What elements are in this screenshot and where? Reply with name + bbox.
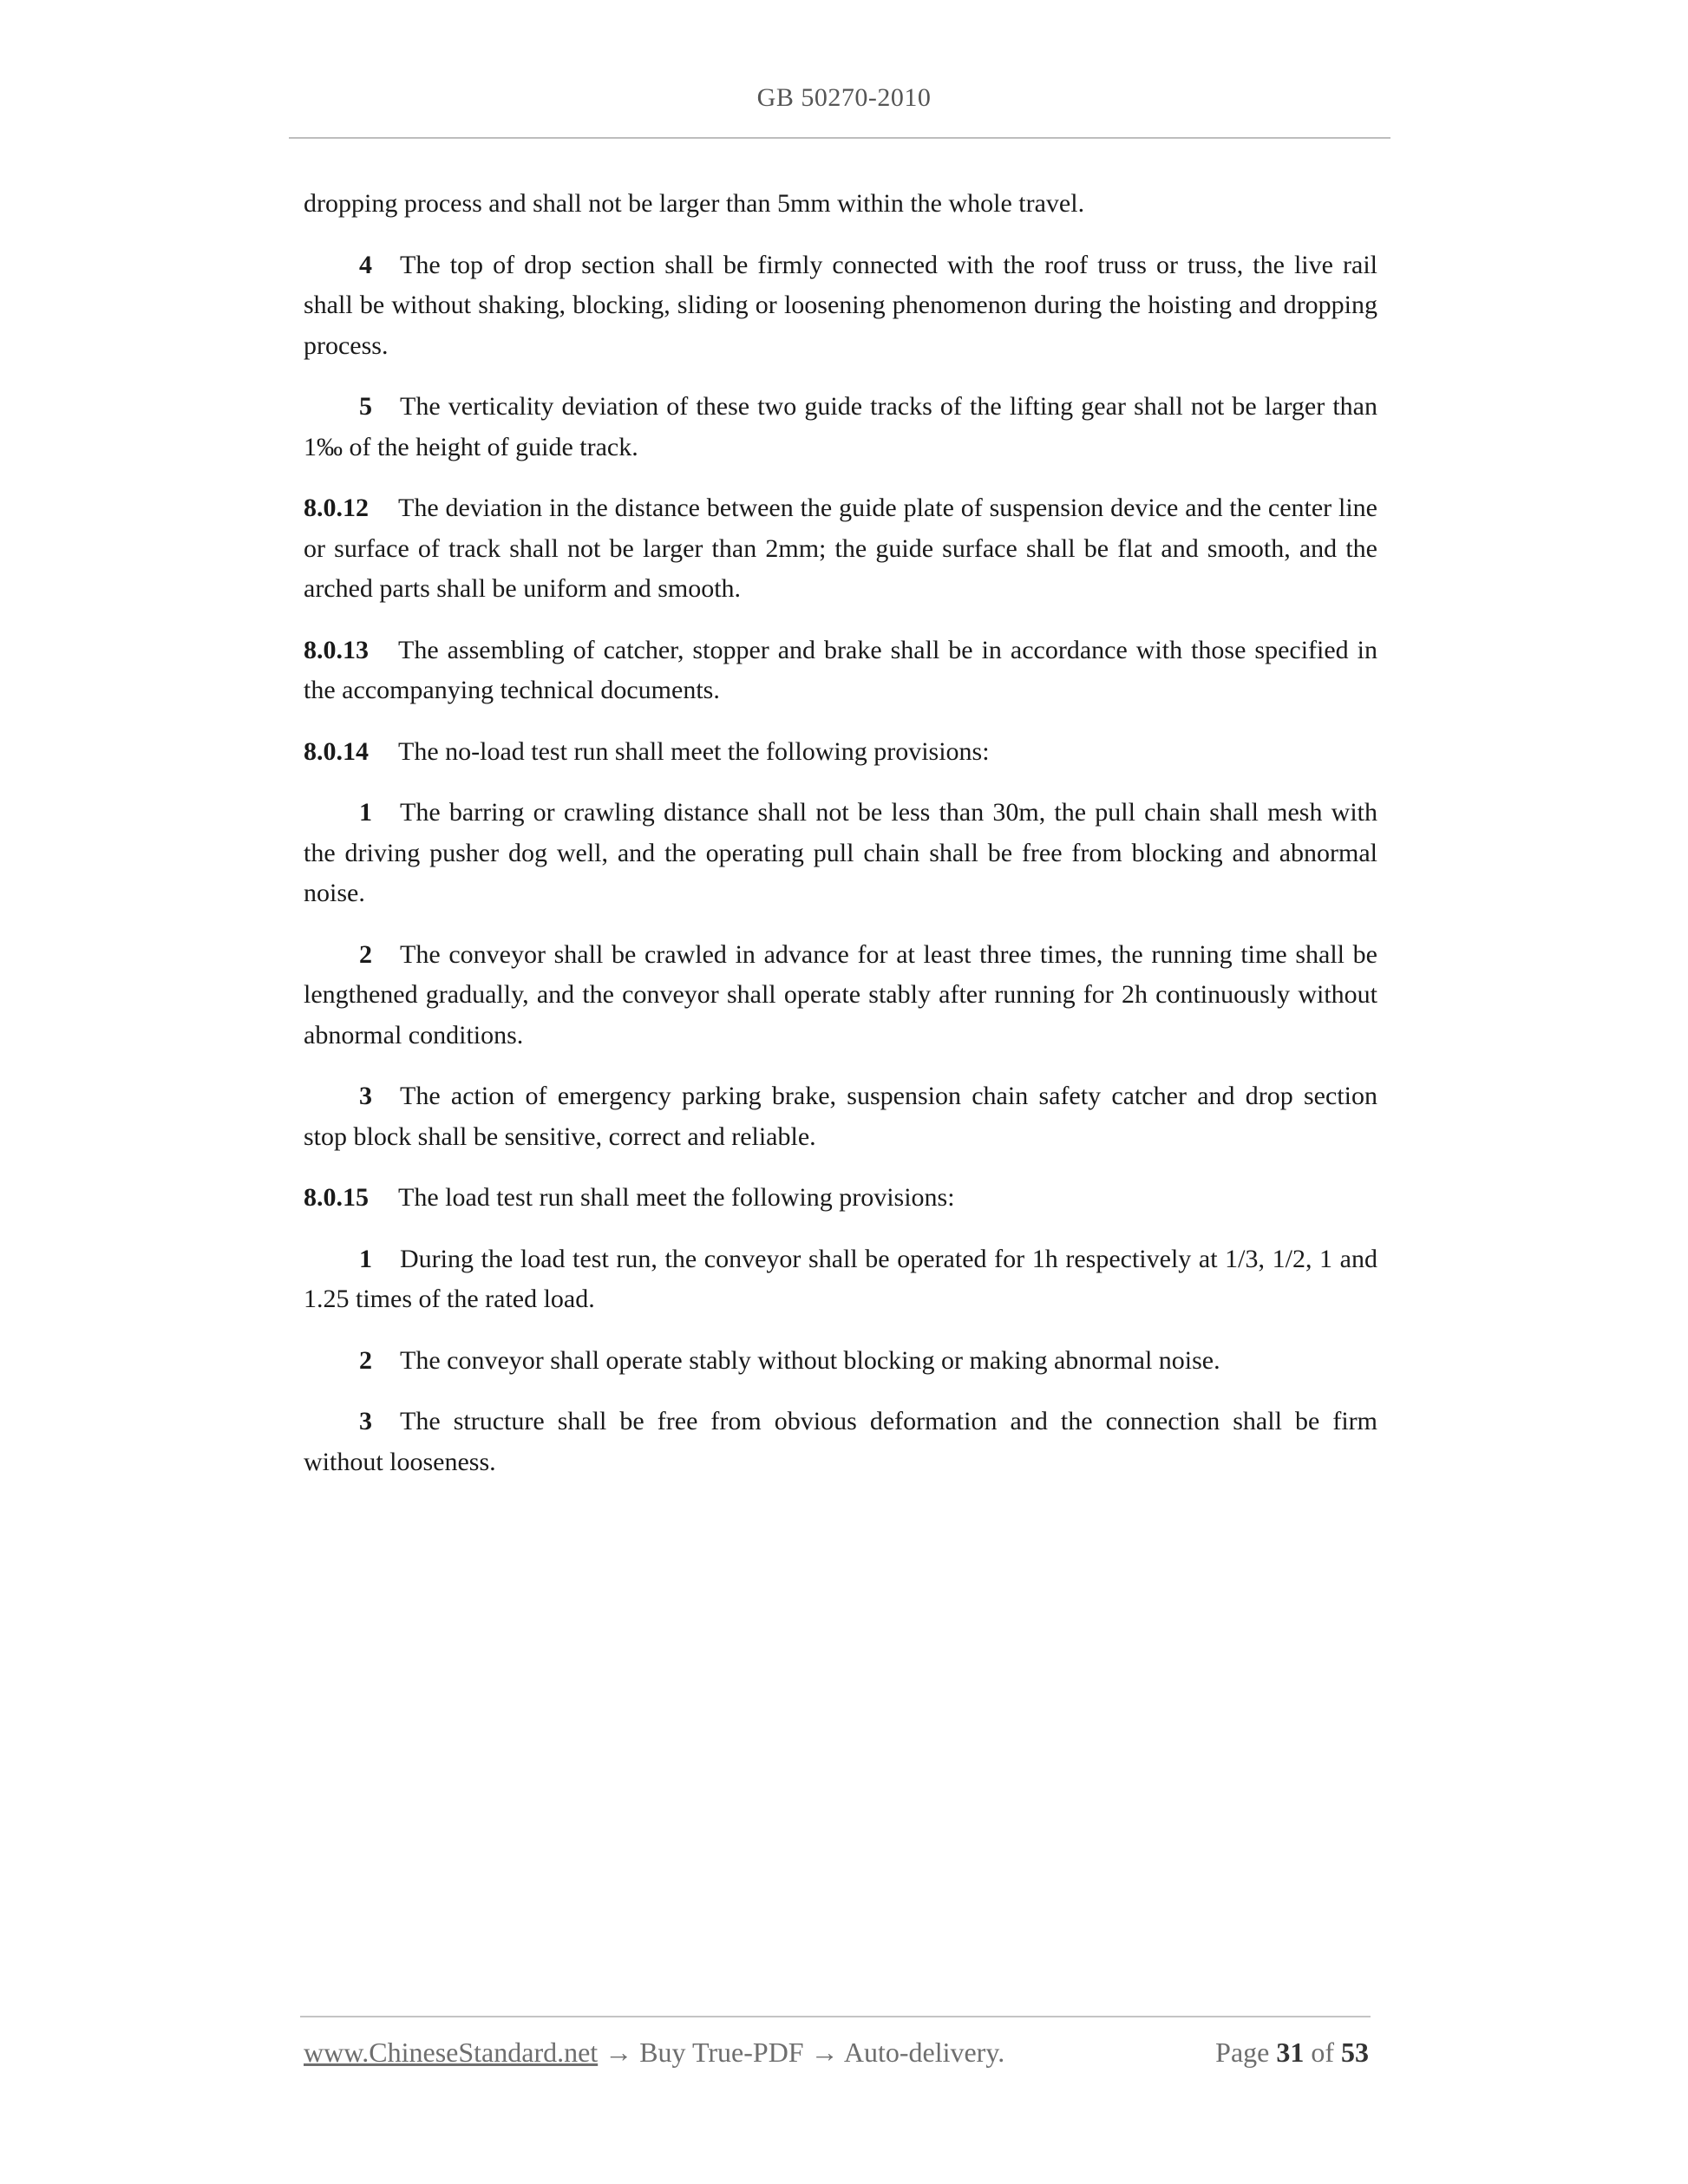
item-text: The conveyor shall be crawled in advance for at least three times, the running time shall be lengthened gradually, and the conveyor shall operate stably after running for 2h continuously without abnormal conditions. xyxy=(304,939,1377,1049)
list-item xyxy=(304,1076,1377,1157)
list-item xyxy=(304,1402,1377,1482)
item-number: 2 xyxy=(359,939,372,969)
item-number: 2 xyxy=(359,1345,372,1375)
buy-pdf-text: Buy True-PDF xyxy=(639,2037,804,2068)
list-item xyxy=(304,935,1377,1056)
list-item xyxy=(304,387,1377,468)
item-number: 4 xyxy=(359,250,372,279)
footer-promo xyxy=(304,2037,1004,2069)
item-number: 1 xyxy=(359,798,372,827)
list-item xyxy=(304,1341,1377,1382)
clause-number: 8.0.15 xyxy=(304,1183,369,1212)
item-number: 3 xyxy=(359,1407,372,1435)
item-number: 5 xyxy=(359,392,372,421)
clause-8-0-13 xyxy=(304,631,1377,711)
item-text: The top of drop section shall be firmly connected with the roof truss or truss, the live rail shall be without shaking, blocking, sliding or loosening phenomenon during the hoisting and dropping process. xyxy=(304,250,1377,360)
auto-delivery-text: Auto-delivery. xyxy=(843,2037,1005,2068)
item-text: The barring or crawling distance shall not be less than 30m, the pull chain shall mesh with the driving pusher dog well, and the operating pull chain shall be free from blocking and abnormal noise. xyxy=(304,798,1377,907)
of-label: of xyxy=(1311,2037,1334,2068)
clause-text: The deviation in the distance between the guide plate of suspension device and the center line or surface of track shall not be larger than 2mm; the guide surface shall be flat and smooth, and the arched parts shall be uniform and smooth. xyxy=(304,494,1377,603)
list-item xyxy=(304,793,1377,914)
item-text: The conveyor shall operate stably without blocking or making abnormal noise. xyxy=(400,1345,1220,1375)
website-link[interactable]: www.ChineseStandard.net xyxy=(304,2037,599,2068)
clause-text: The load test run shall meet the following provisions: xyxy=(398,1183,955,1212)
document-body xyxy=(304,184,1377,1503)
clause-8-0-12 xyxy=(304,488,1377,610)
item-text: The structure shall be free from obvious deformation and the connection shall be firm without looseness. xyxy=(304,1407,1377,1476)
footer-divider xyxy=(300,2016,1371,2017)
clause-text: The no-load test run shall meet the following provisions: xyxy=(398,736,990,766)
page-label: Page xyxy=(1215,2037,1270,2068)
item-text: The verticality deviation of these two guide tracks of the lifting gear shall not be larger than 1‰ of the height of guide track. xyxy=(304,392,1377,461)
clause-number: 8.0.14 xyxy=(304,736,369,766)
continued-paragraph: dropping process and shall not be larger than 5mm within the whole travel. xyxy=(304,189,1085,218)
list-item xyxy=(304,1239,1377,1320)
item-text: During the load test run, the conveyor shall be operated for 1h respectively at 1/3, 1/2, 1 and 1.25 times of the rated load. xyxy=(304,1244,1377,1313)
item-number: 1 xyxy=(359,1244,372,1273)
clause-8-0-14 xyxy=(304,732,1377,773)
total-pages-number: 53 xyxy=(1341,2037,1369,2068)
list-item xyxy=(304,245,1377,367)
clause-text: The assembling of catcher, stopper and brake shall be in accordance with those specified in the accompanying technical documents. xyxy=(304,635,1377,704)
clause-8-0-15 xyxy=(304,1178,1377,1219)
current-page-number: 31 xyxy=(1276,2037,1305,2068)
arrow-right-icon: → xyxy=(605,2037,633,2068)
header-divider xyxy=(289,137,1390,139)
page-header-title: GB 50270-2010 xyxy=(756,83,932,112)
clause-number: 8.0.13 xyxy=(304,635,369,664)
page-indicator xyxy=(1215,2037,1369,2069)
clause-number: 8.0.12 xyxy=(304,494,369,522)
arrow-right-icon: → xyxy=(810,2037,839,2068)
item-text: The action of emergency parking brake, suspension chain safety catcher and drop section stop block shall be sensitive, correct and reliable. xyxy=(304,1082,1377,1151)
item-number: 3 xyxy=(359,1082,372,1110)
